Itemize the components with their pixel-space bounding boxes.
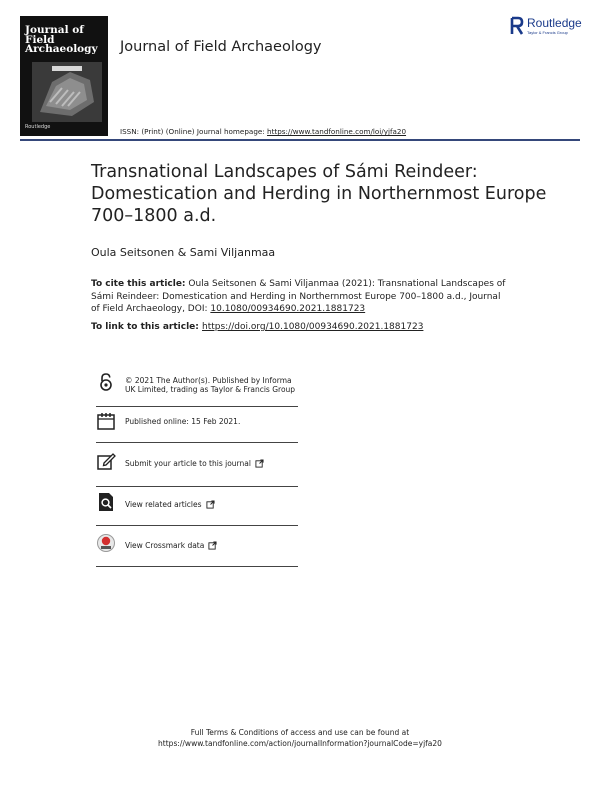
citation-block — [91, 278, 511, 316]
info-divider — [96, 525, 298, 526]
publisher-logo — [510, 16, 590, 40]
calendar-icon — [96, 411, 116, 431]
footer-terms-link[interactable]: https://www.tandfonline.com/action/journalInformation?journalCode=yjfa20 — [158, 739, 442, 748]
related-row[interactable] — [96, 492, 298, 516]
crossmark-label: View Crossmark data — [125, 541, 205, 550]
publisher-subtitle: Taylor & Francis Group — [527, 30, 568, 35]
issn-line — [120, 127, 406, 136]
publisher-name: Routledge — [527, 16, 582, 30]
external-link-icon — [208, 541, 217, 550]
published-row — [96, 411, 298, 435]
info-divider — [96, 442, 298, 443]
published-date: Published online: 15 Feb 2021. — [125, 417, 241, 426]
license-row — [96, 372, 298, 402]
footer — [0, 727, 600, 749]
issn-prefix: ISSN: (Print) (Online) Journal homepage: — [120, 127, 268, 136]
article-link-line — [91, 322, 423, 332]
cover-brand: Routledge — [25, 124, 51, 130]
citation-label: To cite this article: — [91, 279, 186, 289]
crossmark-link[interactable] — [125, 541, 300, 550]
submit-article-label: Submit your article to this journal — [125, 459, 251, 468]
external-link-icon — [206, 500, 215, 509]
submit-article-link[interactable] — [125, 459, 300, 468]
header-rule — [20, 139, 580, 141]
doi-link[interactable]: 10.1080/00934690.2021.1881723 — [210, 304, 366, 314]
document-search-icon — [96, 492, 116, 512]
related-articles-link[interactable] — [125, 500, 300, 509]
journal-homepage-link[interactable]: https://www.tandfonline.com/loi/yjfa20 — [267, 127, 407, 136]
citation-text: Oula Seitsonen & Sami Viljanmaa (2021): Transnational Landscapes of Sámi Reindeer: Domestication and Herding in Northernmost Europe 700–1800 a.d., Journal of Field Archaeology, DOI: — [91, 279, 506, 314]
related-articles-label: View related articles — [125, 500, 202, 509]
cover-photo — [32, 62, 102, 122]
external-link-icon — [255, 459, 264, 468]
cover-title: Journal of Field Archaeology — [25, 24, 98, 55]
article-authors: Oula Seitsonen & Sami Viljanmaa — [91, 246, 276, 259]
info-divider — [96, 566, 298, 567]
cover-photo-image — [32, 62, 102, 122]
journal-cover — [20, 16, 108, 136]
link-label: To link to this article: — [91, 322, 203, 332]
routledge-logo-icon — [510, 16, 524, 36]
footer-terms-text: Full Terms & Conditions of access and use can be found at — [190, 728, 410, 737]
info-divider — [96, 486, 298, 487]
submit-row[interactable] — [96, 451, 298, 475]
crossmark-row[interactable] — [96, 533, 298, 557]
article-title: Transnational Landscapes of Sámi Reindeer: Domestication and Herding in Northernmost Europe 700–1800 a.d. — [91, 162, 547, 226]
license-text: © 2021 The Author(s). Published by Informa UK Limited, trading as Taylor & Francis Group — [125, 376, 296, 394]
open-access-icon — [96, 372, 116, 392]
crossmark-icon — [96, 533, 116, 553]
info-divider — [96, 406, 298, 407]
journal-name: Journal of Field Archaeology — [120, 39, 322, 55]
edit-icon — [96, 451, 116, 471]
article-url-link[interactable]: https://doi.org/10.1080/00934690.2021.1881723 — [202, 322, 424, 332]
